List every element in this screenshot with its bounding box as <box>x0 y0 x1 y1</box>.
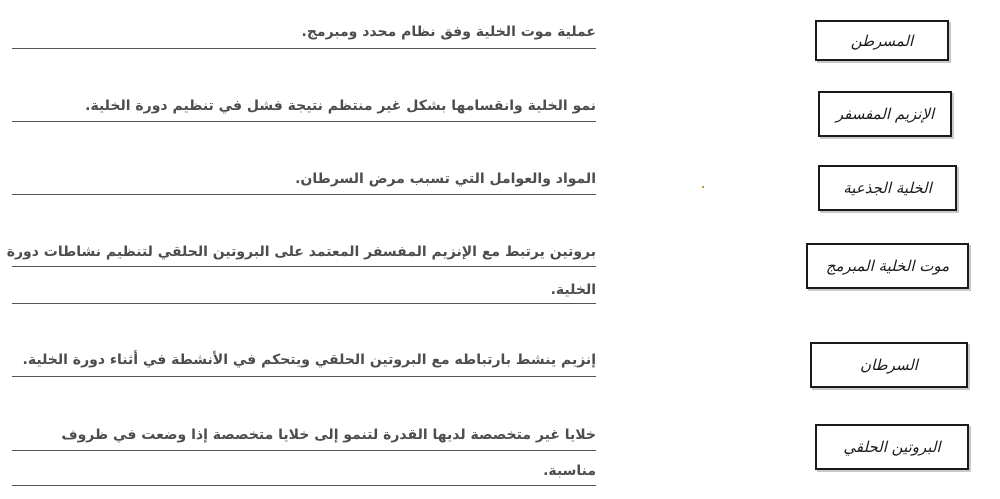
definition-3: المواد والعوامل التي تسبب مرض السرطان. <box>295 171 596 187</box>
term-box-cancer[interactable]: السرطان <box>810 342 968 388</box>
answer-line-4b <box>12 303 596 304</box>
definition-1: عملية موت الخلية وفق نظام محدد ومبرمج. <box>301 24 596 40</box>
answer-line-1 <box>12 48 596 49</box>
definition-4: بروتين يرتبط مع الإنزيم المفسفر المعتمد على البروتين الحلقي لتنظيم نشاطات دورة <box>6 244 596 260</box>
stray-mark <box>702 186 704 188</box>
term-box-cdk[interactable]: الإنزيم المفسفر <box>818 91 952 137</box>
answer-line-4a <box>12 266 596 267</box>
definition-2: نمو الخلية وانقسامها بشكل غير منتظم نتيجة فشل في تنظيم دورة الخلية. <box>85 98 596 114</box>
definition-6: خلايا غير متخصصة لديها القدرة لتنمو إلى خلايا متخصصة إذا وضعت في ظروف <box>61 427 596 443</box>
definition-4-continued: الخلية. <box>550 282 596 298</box>
answer-line-6a <box>12 450 596 451</box>
definition-6-continued: مناسبة. <box>543 463 596 479</box>
term-box-cyclin[interactable]: البروتين الحلقي <box>815 424 969 470</box>
term-box-stem-cell[interactable]: الخلية الجذعية <box>818 165 957 211</box>
term-box-carcinogen[interactable]: المسرطن <box>815 20 949 61</box>
answer-line-5 <box>12 376 596 377</box>
definition-5: إنزيم ينشط بارتباطه مع البروتين الحلقي ويتحكم في الأنشطة في أثناء دورة الخلية. <box>22 352 596 368</box>
answer-line-2 <box>12 121 596 122</box>
answer-line-3 <box>12 194 596 195</box>
term-box-apoptosis[interactable]: موت الخلية المبرمج <box>806 243 969 289</box>
answer-line-6b <box>12 485 596 486</box>
